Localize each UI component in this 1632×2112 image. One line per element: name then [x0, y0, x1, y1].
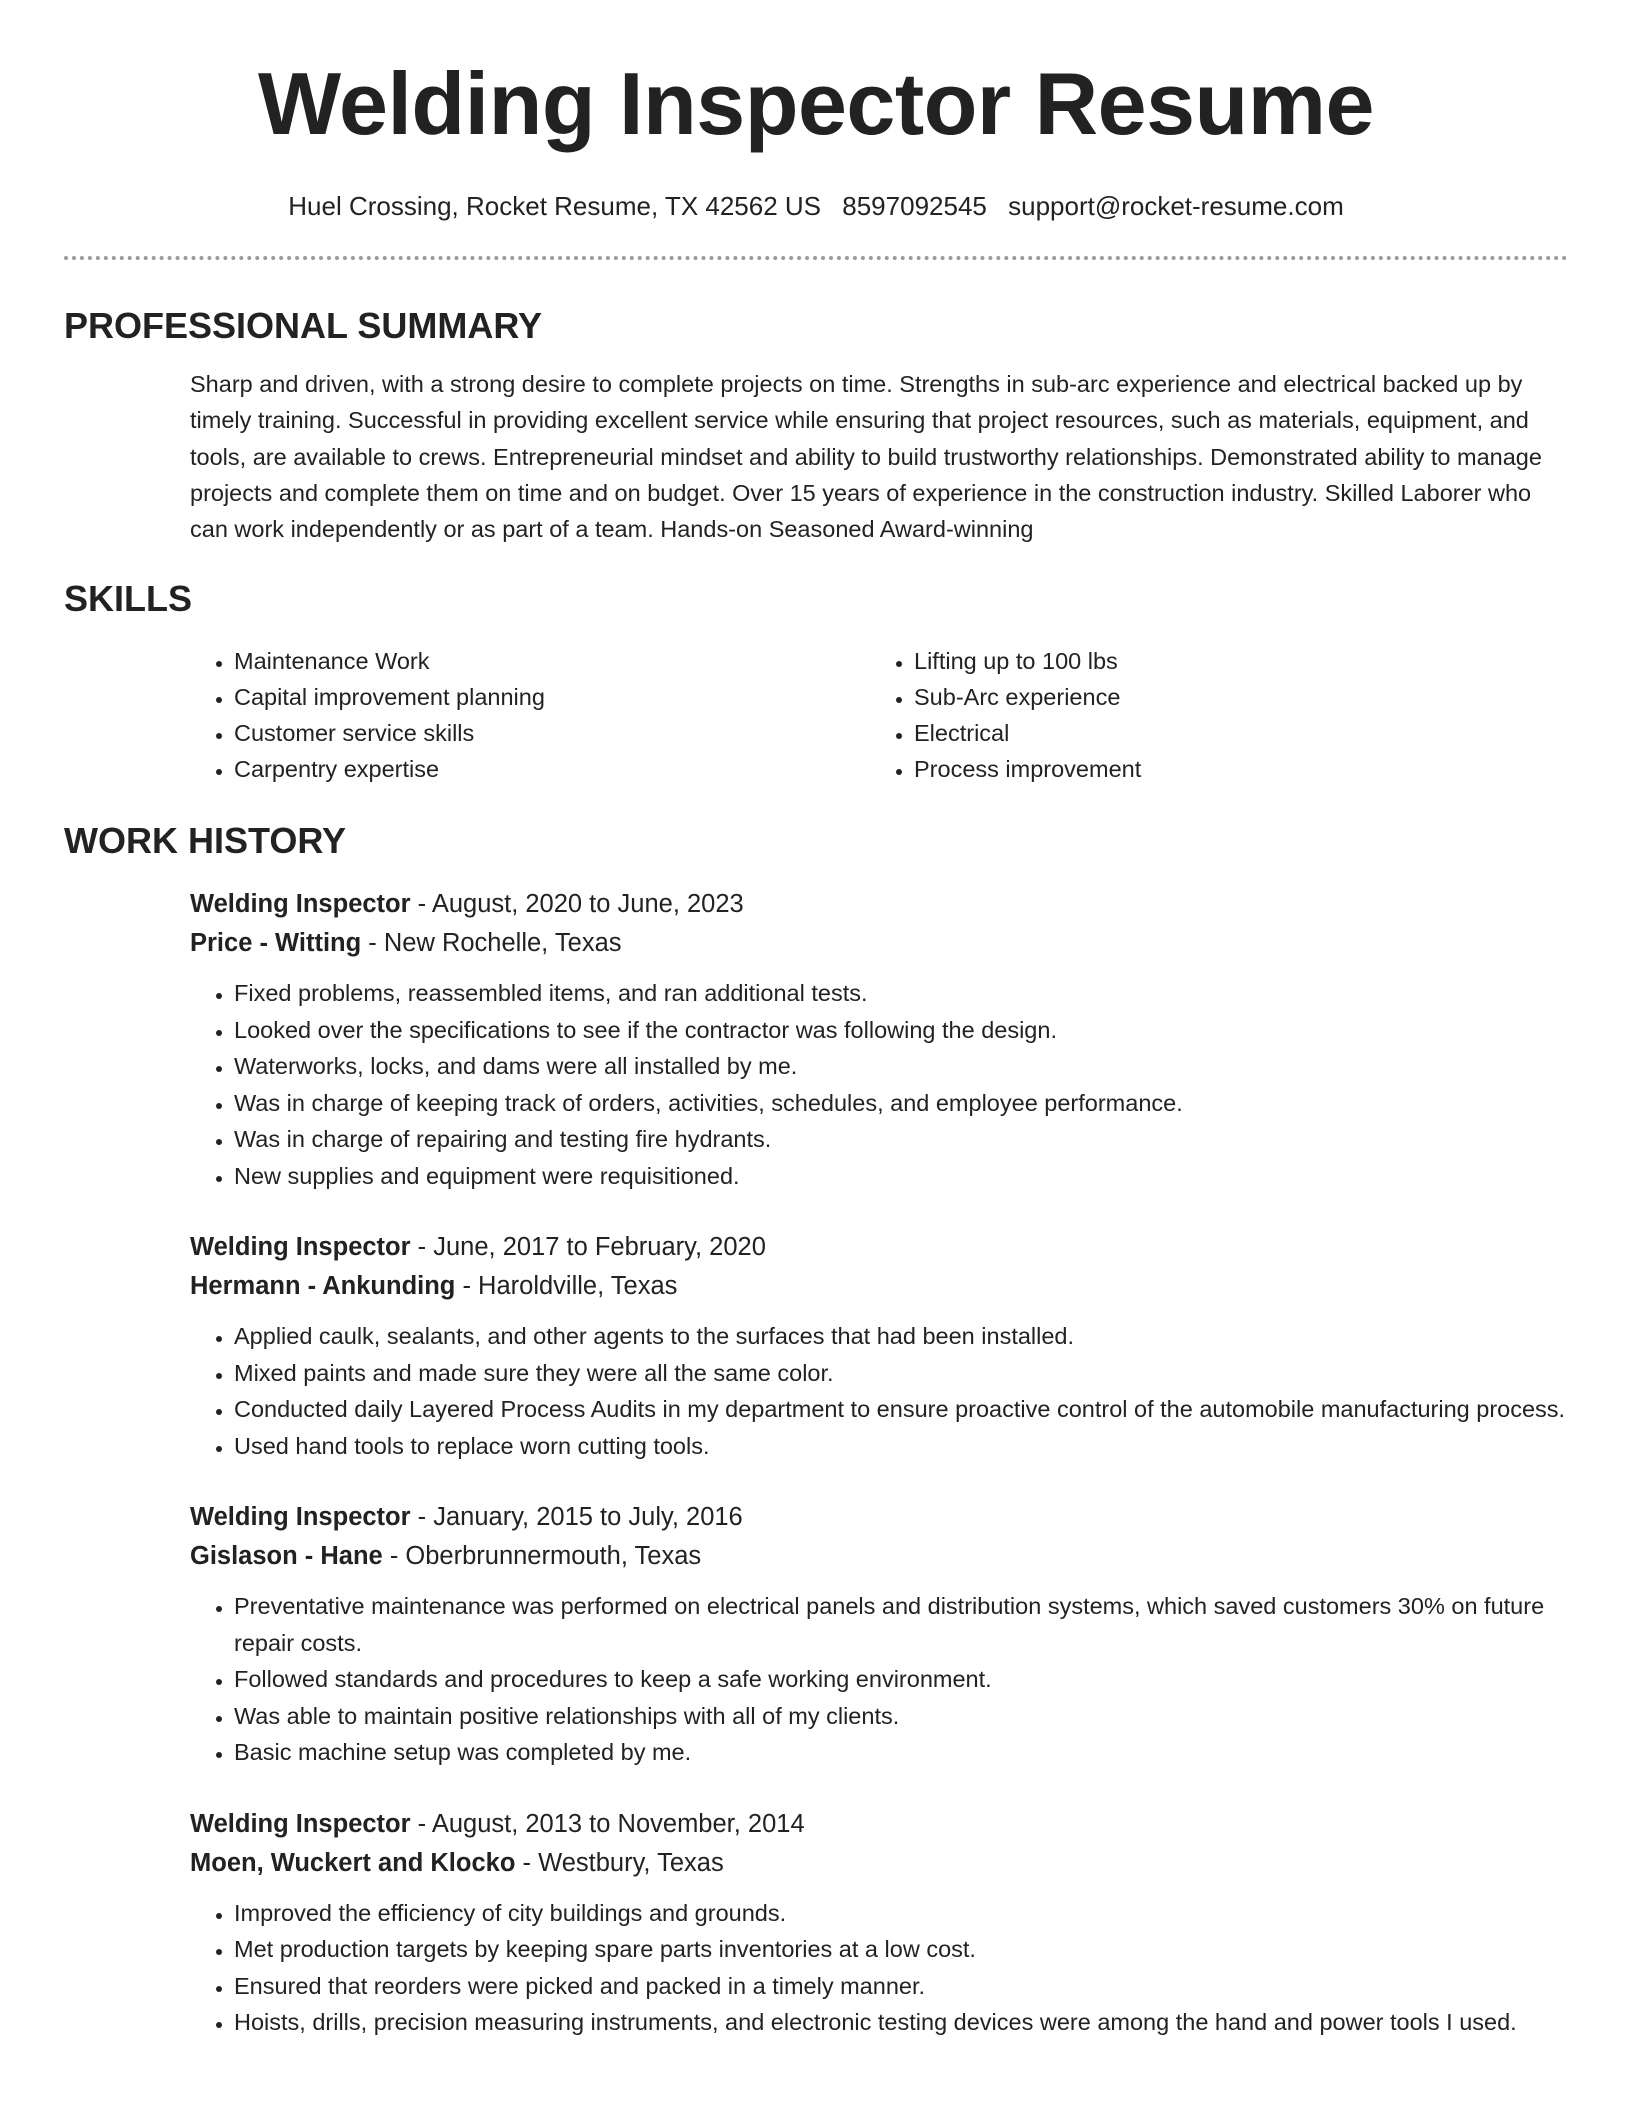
- job-title: Welding Inspector: [190, 1503, 411, 1532]
- job-company: Hermann - Ankunding: [190, 1272, 456, 1301]
- job-bullet: • Conducted daily Layered Process Audits in my department to ensure proactive control of the automobile manufacturing process.: [234, 1391, 1568, 1428]
- job-entry: [190, 885, 1568, 1194]
- job-title: Welding Inspector: [190, 1809, 411, 1838]
- job-dates: - June, 2017 to February, 2020: [410, 1233, 766, 1262]
- job-company-line: [190, 924, 1568, 963]
- job-bullet: • Followed standards and procedures to keep a safe working environment.: [234, 1661, 1568, 1698]
- job-bullet: • New supplies and equipment were requisitioned.: [234, 1158, 1568, 1195]
- job-bullet: • Was able to maintain positive relationships with all of my clients.: [234, 1698, 1568, 1735]
- job-company-line: [190, 1537, 1568, 1576]
- resume-page: [64, 0, 1568, 2041]
- job-entry: [190, 1805, 1568, 2041]
- job-bullet: • Improved the efficiency of city buildings and grounds.: [234, 1895, 1568, 1932]
- job-bullet: • Mixed paints and made sure they were all the same color.: [234, 1355, 1568, 1392]
- summary-text: Sharp and driven, with a strong desire to complete projects on time. Strengths in sub-arc experience and electrical backed up by timely training. Successful in providing excellent service while ensuring that project resources, such as materials, equipment, and tools, are available to crews. Entrepreneurial mindset and ability to build trustworthy relationships. Demonstrated ability to manage projects and complete them on time and on budget. Over 15 years of experience in the construction industry. Skilled Laborer who can work independently or as part of a team. Hands-on Seasoned Award-winning: [190, 371, 1542, 543]
- job-title-line: [190, 1228, 1568, 1267]
- resume-title: Welding Inspector Resume: [258, 54, 1374, 153]
- job-company: Price - Witting: [190, 929, 362, 958]
- job-location: - New Rochelle, Texas: [361, 929, 622, 958]
- contact-line: [64, 190, 1568, 222]
- contact-address: Huel Crossing, Rocket Resume, TX 42562 US: [288, 191, 822, 221]
- job-bullet: • Was in charge of repairing and testing fire hydrants.: [234, 1121, 1568, 1158]
- job-company: Moen, Wuckert and Klocko: [190, 1848, 516, 1877]
- contact-phone: 8597092545: [842, 191, 987, 221]
- job-bullet: • Applied caulk, sealants, and other agents to the surfaces that had been installed.: [234, 1318, 1568, 1355]
- job-title-line: [190, 1805, 1568, 1844]
- job-location: - Haroldville, Texas: [455, 1272, 678, 1301]
- job-bullet: • Waterworks, locks, and dams were all installed by me.: [234, 1048, 1568, 1085]
- skill-item: • Capital improvement planning: [234, 679, 870, 715]
- job-bullet: • Met production targets by keeping spare parts inventories at a low cost.: [234, 1931, 1568, 1968]
- job-bullet: • Looked over the specifications to see if the contractor was following the design.: [234, 1012, 1568, 1049]
- job-bullet: • Was in charge of keeping track of orders, activities, schedules, and employee performance.: [234, 1085, 1568, 1122]
- job-bullet: • Fixed problems, reassembled items, and ran additional tests.: [234, 975, 1568, 1012]
- skills-column-right: [870, 643, 1550, 787]
- job-entry: [190, 1228, 1568, 1464]
- job-company: Gislason - Hane: [190, 1542, 383, 1571]
- job-bullet: • Hoists, drills, precision measuring instruments, and electronic testing devices were among the hand and power tools I used.: [234, 2004, 1568, 2041]
- job-entry: [190, 1498, 1568, 1771]
- job-dates: - August, 2020 to June, 2023: [410, 890, 744, 919]
- job-bullet: • Ensured that reorders were picked and packed in a timely manner.: [234, 1968, 1568, 2005]
- job-dates: - August, 2013 to November, 2014: [410, 1809, 805, 1838]
- skill-item: • Electrical: [914, 715, 1550, 751]
- skill-item: • Maintenance Work: [234, 643, 870, 679]
- skills-heading: SKILLS: [64, 578, 193, 620]
- summary-heading: PROFESSIONAL SUMMARY: [64, 305, 543, 346]
- job-bullet: • Basic machine setup was completed by me.: [234, 1734, 1568, 1771]
- job-bullets: [190, 1895, 1568, 2041]
- job-bullets: [190, 975, 1568, 1194]
- skill-item: • Sub-Arc experience: [914, 679, 1550, 715]
- job-location: - Westbury, Texas: [515, 1848, 724, 1877]
- job-bullet: • Used hand tools to replace worn cutting tools.: [234, 1428, 1568, 1465]
- job-dates: - January, 2015 to July, 2016: [410, 1503, 743, 1532]
- job-title: Welding Inspector: [190, 1233, 411, 1262]
- header-divider: [64, 256, 1568, 260]
- job-company-line: [190, 1844, 1568, 1883]
- skills-column-left: [190, 643, 870, 787]
- skill-item: • Carpentry expertise: [234, 751, 870, 787]
- job-title-line: [190, 885, 1568, 924]
- job-bullets: [190, 1318, 1568, 1464]
- job-location: - Oberbrunnermouth, Texas: [382, 1542, 702, 1571]
- job-bullets: [190, 1588, 1568, 1771]
- skill-item: • Lifting up to 100 lbs: [914, 643, 1550, 679]
- job-bullet: • Preventative maintenance was performed on electrical panels and distribution systems, which saved customers 30% on future repair costs.: [234, 1588, 1568, 1661]
- skill-item: • Customer service skills: [234, 715, 870, 751]
- skills-list: [190, 643, 1568, 787]
- job-title: Welding Inspector: [190, 890, 411, 919]
- job-title-line: [190, 1498, 1568, 1537]
- skill-item: • Process improvement: [914, 751, 1550, 787]
- job-company-line: [190, 1267, 1568, 1306]
- work-history-heading: WORK HISTORY: [64, 820, 347, 862]
- contact-email: support@rocket-resume.com: [1008, 191, 1344, 221]
